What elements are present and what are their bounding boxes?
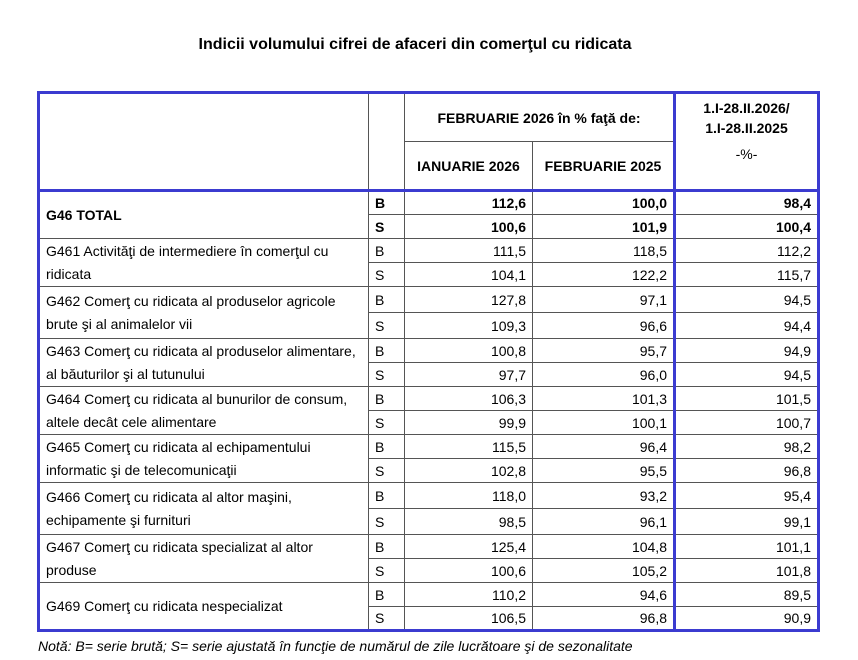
- value-cell: 115,5: [405, 435, 533, 459]
- value-cell: 100,1: [533, 411, 675, 435]
- value-cell: 122,2: [533, 263, 675, 287]
- series-code: B: [369, 435, 405, 459]
- series-code: B: [369, 483, 405, 509]
- value-cell: 94,4: [675, 313, 819, 339]
- row-label: G461 Activităţi de intermediere în comerţul cu ridicata: [39, 239, 369, 287]
- value-cell: 100,6: [405, 559, 533, 583]
- series-code: S: [369, 411, 405, 435]
- value-cell: 105,2: [533, 559, 675, 583]
- series-code: B: [369, 339, 405, 363]
- row-label: G46 TOTAL: [39, 191, 369, 239]
- table-body: [39, 191, 819, 631]
- value-cell: 94,9: [675, 339, 819, 363]
- value-cell: 118,5: [533, 239, 675, 263]
- series-code: S: [369, 263, 405, 287]
- row-label: G467 Comerţ cu ridicata specializat al altor produse: [39, 535, 369, 583]
- value-cell: 97,7: [405, 363, 533, 387]
- table-row: [39, 339, 819, 363]
- value-cell: 96,4: [533, 435, 675, 459]
- series-code: S: [369, 313, 405, 339]
- value-cell: 118,0: [405, 483, 533, 509]
- row-label: G469 Comerţ cu ridicata nespecializat: [39, 583, 369, 631]
- header-cumulative-unit: -%-: [735, 146, 758, 162]
- row-label: G462 Comerţ cu ridicata al produselor agricole brute şi al animalelor vii: [39, 287, 369, 339]
- row-label: G466 Comerţ cu ridicata al altor maşini, echipamente şi furnituri: [39, 483, 369, 535]
- value-cell: 104,1: [405, 263, 533, 287]
- value-cell: 101,9: [533, 215, 675, 239]
- value-cell: 96,8: [675, 459, 819, 483]
- series-code: B: [369, 287, 405, 313]
- series-code: B: [369, 239, 405, 263]
- value-cell: 99,9: [405, 411, 533, 435]
- value-cell: 90,9: [675, 607, 819, 631]
- header-group-label: FEBRUARIE 2026 în % faţă de:: [405, 93, 675, 142]
- value-cell: 112,2: [675, 239, 819, 263]
- value-cell: 89,5: [675, 583, 819, 607]
- value-cell: 106,5: [405, 607, 533, 631]
- series-code: S: [369, 363, 405, 387]
- value-cell: 100,4: [675, 215, 819, 239]
- value-cell: 95,4: [675, 483, 819, 509]
- series-code: B: [369, 535, 405, 559]
- series-code: B: [369, 583, 405, 607]
- row-label: G464 Comerţ cu ridicata al bunurilor de consum, altele decât cele alimentare: [39, 387, 369, 435]
- series-code: S: [369, 215, 405, 239]
- header-col-februarie: FEBRUARIE 2025: [533, 142, 675, 191]
- series-code: S: [369, 459, 405, 483]
- value-cell: 112,6: [405, 191, 533, 215]
- value-cell: 100,7: [675, 411, 819, 435]
- series-code: S: [369, 509, 405, 535]
- table-row: [39, 387, 819, 411]
- table-row: [39, 435, 819, 459]
- header-blank-cell: [39, 93, 369, 191]
- value-cell: 98,4: [675, 191, 819, 215]
- value-cell: 94,5: [675, 287, 819, 313]
- series-code: S: [369, 559, 405, 583]
- value-cell: 95,7: [533, 339, 675, 363]
- value-cell: 100,6: [405, 215, 533, 239]
- value-cell: 115,7: [675, 263, 819, 287]
- table-row: [39, 191, 819, 215]
- series-code: S: [369, 607, 405, 631]
- value-cell: 94,6: [533, 583, 675, 607]
- row-label: G463 Comerţ cu ridicata al produselor alimentare, al băuturilor şi al tutunului: [39, 339, 369, 387]
- value-cell: 98,2: [675, 435, 819, 459]
- value-cell: 125,4: [405, 535, 533, 559]
- table-row: [39, 535, 819, 559]
- header-cumulative-line2: 1.I-28.II.2025: [705, 120, 788, 136]
- value-cell: 110,2: [405, 583, 533, 607]
- value-cell: 101,5: [675, 387, 819, 411]
- table-row: [39, 287, 819, 313]
- footnote: Notă: B= serie brută; S= serie ajustată în funcţie de numărul de zile lucrătoare şi de sezonalitate: [38, 638, 633, 654]
- series-code: B: [369, 387, 405, 411]
- indices-table: [37, 91, 820, 632]
- value-cell: 104,8: [533, 535, 675, 559]
- value-cell: 96,8: [533, 607, 675, 631]
- value-cell: 93,2: [533, 483, 675, 509]
- table-row: [39, 583, 819, 607]
- value-cell: 111,5: [405, 239, 533, 263]
- value-cell: 102,8: [405, 459, 533, 483]
- value-cell: 109,3: [405, 313, 533, 339]
- value-cell: 94,5: [675, 363, 819, 387]
- value-cell: 96,0: [533, 363, 675, 387]
- page-title: Indicii volumului cifrei de afaceri din comerţul cu ridicata: [198, 36, 632, 53]
- value-cell: 127,8: [405, 287, 533, 313]
- header-series-cell: [369, 93, 405, 191]
- value-cell: 100,8: [405, 339, 533, 363]
- header-cumulative-line1: 1.I-28.II.2026/: [703, 100, 790, 116]
- value-cell: 95,5: [533, 459, 675, 483]
- header-col-ianuarie: IANUARIE 2026: [405, 142, 533, 191]
- value-cell: 101,3: [533, 387, 675, 411]
- value-cell: 101,8: [675, 559, 819, 583]
- value-cell: 99,1: [675, 509, 819, 535]
- table-row: [39, 239, 819, 263]
- row-label: G465 Comerţ cu ridicata al echipamentului informatic şi de telecomunicaţii: [39, 435, 369, 483]
- value-cell: 96,6: [533, 313, 675, 339]
- value-cell: 100,0: [533, 191, 675, 215]
- value-cell: 106,3: [405, 387, 533, 411]
- value-cell: 97,1: [533, 287, 675, 313]
- value-cell: 98,5: [405, 509, 533, 535]
- value-cell: 96,1: [533, 509, 675, 535]
- value-cell: 101,1: [675, 535, 819, 559]
- table-row: [39, 483, 819, 509]
- series-code: B: [369, 191, 405, 215]
- header-cumulative: [675, 93, 819, 191]
